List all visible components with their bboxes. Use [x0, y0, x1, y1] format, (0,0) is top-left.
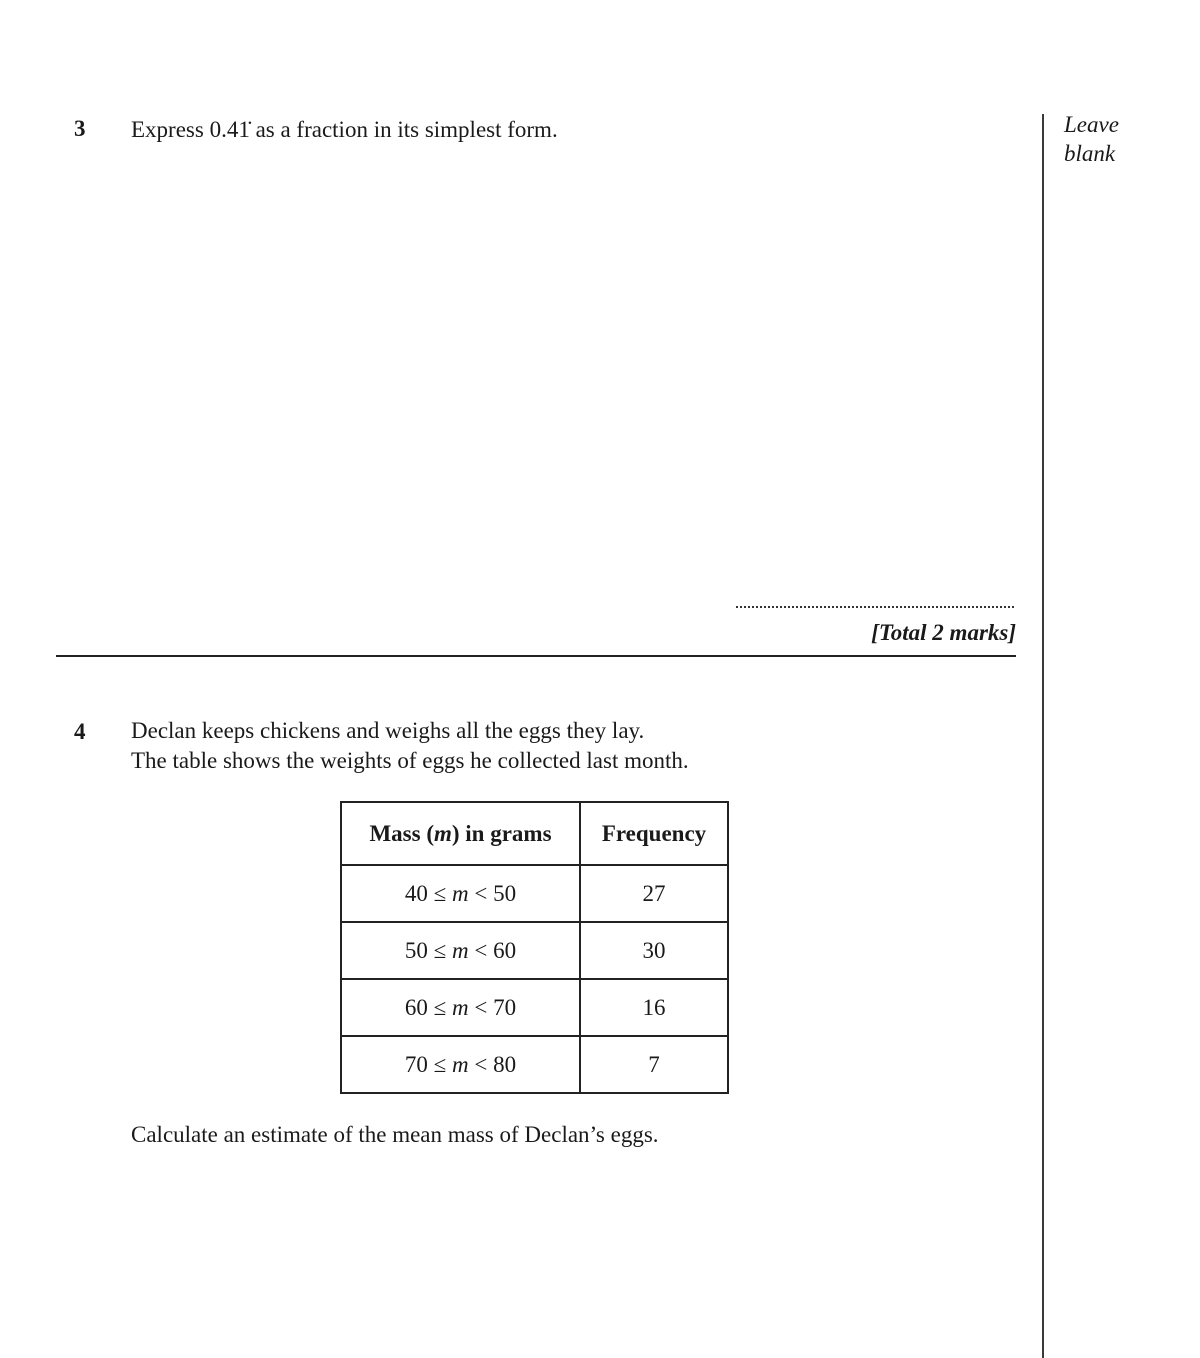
question-4-line-2: The table shows the weights of eggs he collected last month. [131, 748, 689, 773]
mass-interval-cell: 50 ≤ m < 60 [341, 922, 580, 979]
margin-divider-line [1042, 114, 1044, 1358]
frequency-cell: 16 [580, 979, 728, 1036]
leave-blank-line2: blank [1064, 141, 1116, 166]
table-header-row [341, 802, 728, 865]
question-3-text: Express 0.41̇ as a fraction in its simplest form. [131, 117, 558, 142]
egg-mass-frequency-table [340, 801, 729, 1094]
question-4-instruction: Calculate an estimate of the mean mass of Declan’s eggs. [131, 1122, 659, 1147]
mass-interval-cell: 40 ≤ m < 50 [341, 865, 580, 922]
frequency-cell: 30 [580, 922, 728, 979]
header-frequency: Frequency [580, 802, 728, 865]
question-4-line-1: Declan keeps chickens and weighs all the eggs they lay. [131, 718, 645, 743]
table-row [341, 865, 728, 922]
leave-blank-line1: Leave [1064, 112, 1119, 137]
frequency-cell: 7 [580, 1036, 728, 1093]
question-3-number: 3 [74, 116, 86, 141]
question-3-total-marks: [Total 2 marks] [871, 620, 1016, 645]
question-divider [56, 655, 1016, 657]
table-row [341, 922, 728, 979]
question-4-intro [131, 716, 689, 776]
mass-interval-cell: 60 ≤ m < 70 [341, 979, 580, 1036]
question-3-answer-line[interactable] [736, 590, 1014, 608]
mass-interval-cell: 70 ≤ m < 80 [341, 1036, 580, 1093]
table-row [341, 979, 728, 1036]
question-4-number: 4 [74, 719, 86, 744]
frequency-cell: 27 [580, 865, 728, 922]
header-mass: Mass (m) in grams [341, 802, 580, 865]
leave-blank-label [1064, 110, 1119, 168]
table-row [341, 1036, 728, 1093]
